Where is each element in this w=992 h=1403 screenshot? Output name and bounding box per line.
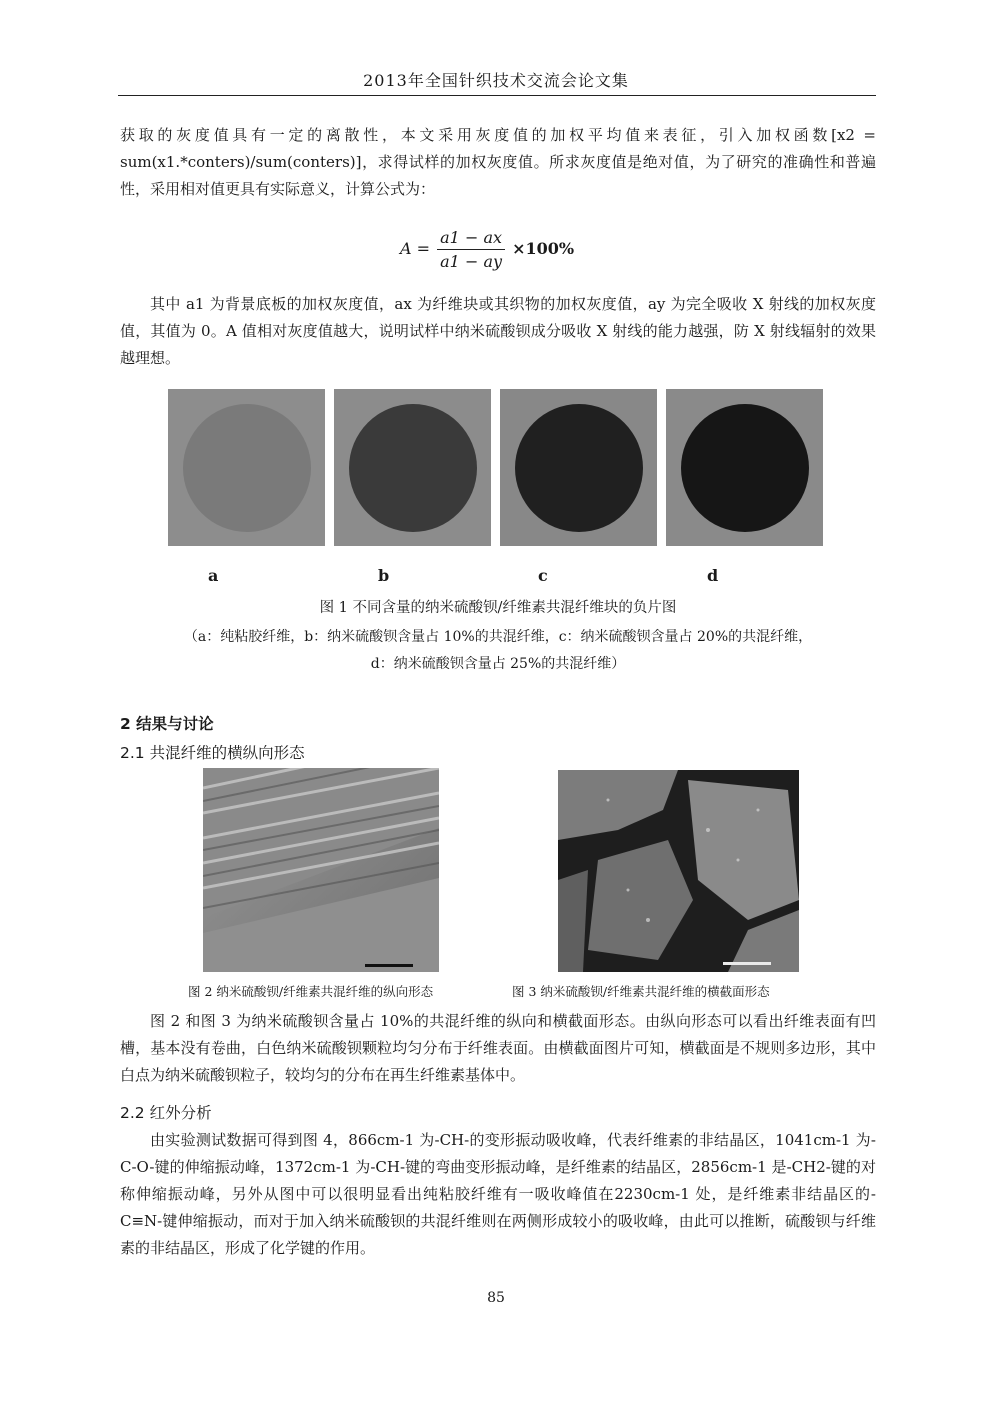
figure1-caption: 图 1 不同含量的纳米硫酸钡/纤维素共混纤维块的负片图 <box>319 600 677 616</box>
formula-multiplier: ×100% <box>512 239 575 258</box>
figure1-label-a: a <box>208 566 219 585</box>
figure2-sem-longitudinal-image <box>203 768 439 972</box>
running-header: 2013年全国针织技术交流会论文集 <box>363 71 629 90</box>
figure3-sem-cross-section-image <box>558 770 799 972</box>
figure1-label-b: b <box>378 566 390 585</box>
figure1-note-line2: d：纳米硫酸钡含量占 25%的共混纤维） <box>370 656 626 672</box>
figure3-caption: 图 3 纳米硫酸钡/纤维素共混纤维的横截面形态 <box>512 984 770 999</box>
figure1-note-line1: （a：纯粘胶纤维，b：纳米硫酸钡含量占 10%的共混纤维，c：纳米硫酸钡含量占 20%的共混纤维， <box>183 629 813 645</box>
intro-paragraph: 获取的灰度值具有一定的离散性，本文采用灰度值的加权平均值来表征，引入加权函数[x2 = sum(x1.*conters)/sum(conters)]，求得试样的加权灰度值。所求灰度值是绝对值，为了研究的准确性和普遍性，采用相对值更具有实际意义，计算公式为： <box>120 126 876 198</box>
section-2-1-heading: 2.1 共混纤维的横纵向形态 <box>120 744 305 762</box>
section-2-heading: 2 结果与讨论 <box>120 715 214 733</box>
formula-fraction <box>437 228 505 271</box>
formula-denominator: a1 − ay <box>440 252 503 271</box>
figure1-panel-b-image <box>334 389 491 546</box>
figure1-panel-a-image <box>168 389 325 546</box>
section-2-2-paragraph: 由实验测试数据可得到图 4，866cm-1 为-CH-的变形振动吸收峰，代表纤维素的非结晶区，1041cm-1 为-C-O-键的伸缩振动峰，1372cm-1 为-CH-键的弯曲变形振动峰，是纤维素的结晶区，2856cm-1 是-CH2-键的对称伸缩振动峰，另外从图中可以很明显看出纯粘胶纤维有一吸收峰值在2230cm-1 处，是纤维素非结晶区的-C≡N-键伸缩振动，而对于加入纳米硫酸钡的共混纤维则在两侧形成较小的吸收峰，由此可以推断，硫酸钡与纤维素的非结晶区，形成了化学键的作用。 <box>120 1131 876 1257</box>
formula-numerator: a1 − ax <box>437 228 505 250</box>
figure1-panel-d-image <box>666 389 823 546</box>
figure2-caption: 图 2 纳米硫酸钡/纤维素共混纤维的纵向形态 <box>188 984 434 999</box>
figure1-label-d: d <box>707 566 719 585</box>
figure1-label-c: c <box>538 566 548 585</box>
relative-gray-formula <box>400 228 574 271</box>
section-2-2-heading: 2.2 红外分析 <box>120 1104 212 1122</box>
section-2-1-paragraph: 图 2 和图 3 为纳米硫酸钡含量占 10%的共混纤维的纵向和横截面形态。由纵向形态可以看出纤维表面有凹槽，基本没有卷曲，白色纳米硫酸钡颗粒均匀分布于纤维表面。由横截面图片可知，横截面是不规则多边形，其中白点为纳米硫酸钡粒子，较均匀的分布在再生纤维素基体中。 <box>120 1012 876 1084</box>
page-number: 85 <box>487 1290 505 1306</box>
formula-explanation: 其中 a1 为背景底板的加权灰度值，ax 为纤维块或其织物的加权灰度值，ay 为完全吸收 X 射线的加权灰度值，其值为 0。A 值相对灰度值越大，说明试样中纳米硫酸钡成分吸收 X 射线的能力越强，防 X 射线辐射的效果越理想。 <box>120 295 876 367</box>
formula-lhs: A = <box>400 239 431 258</box>
figure1-panel-c-image <box>500 389 657 546</box>
header-rule <box>118 95 876 96</box>
